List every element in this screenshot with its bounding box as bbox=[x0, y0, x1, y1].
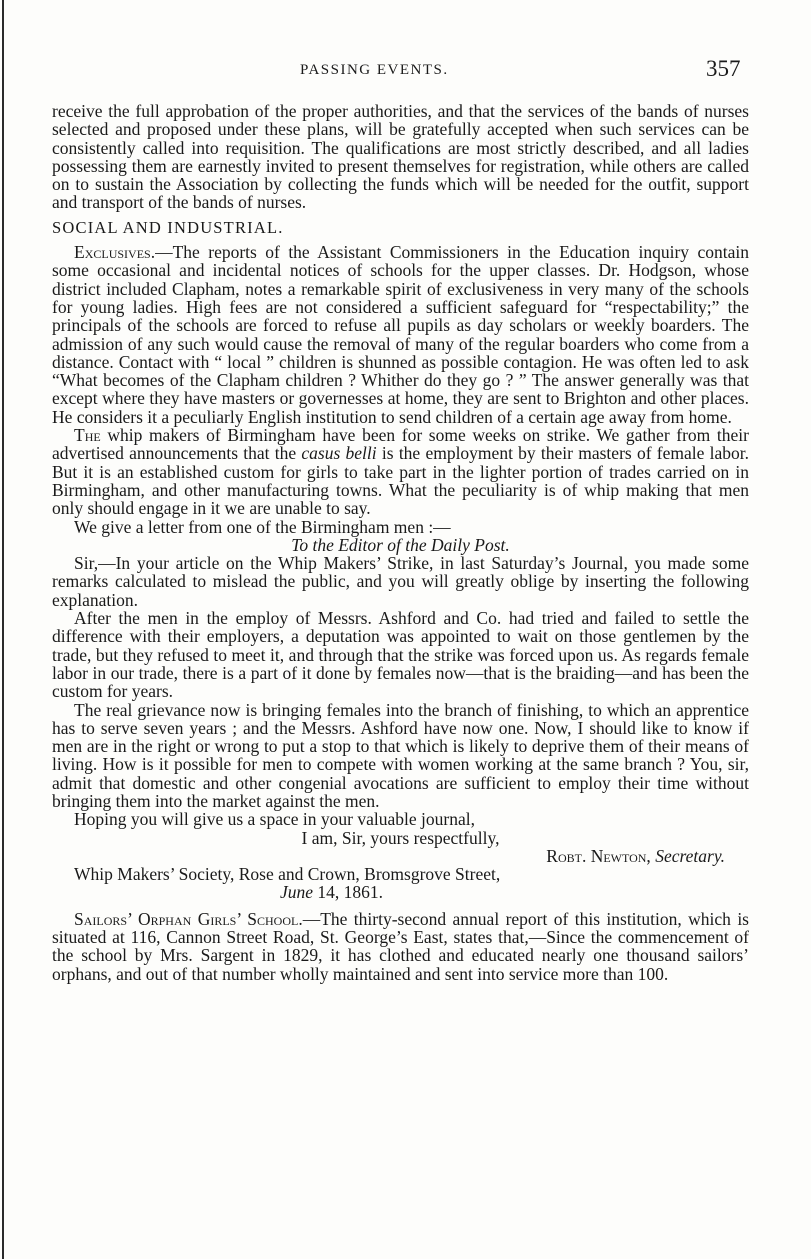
letter-intro: We give a letter from one of the Birmingham men :— bbox=[74, 516, 451, 537]
running-title: PASSING EVENTS. bbox=[300, 62, 449, 78]
letter-signature bbox=[52, 847, 749, 865]
signature-title: Secretary. bbox=[655, 845, 725, 866]
page-edge-rule bbox=[2, 0, 4, 1259]
exclusives-lead: Exclusives. bbox=[74, 242, 156, 263]
page-number: 357 bbox=[706, 56, 741, 81]
letter-date bbox=[52, 883, 749, 901]
exclusives-paragraph bbox=[52, 243, 749, 426]
opening-paragraph: receive the full approbation of the proper authorities, and that the services of the bands of nurses selected and proposed under these plans, will be gratefully accepted when such services can be consistently called into requisition. The qualifications are most strictly described, and all ladies possessing them are earnestly invited to present themselves for registration, while others are called on to sustain the Association by collecting the funds which will be needed for the outfit, support and transport of the bands of nurses. bbox=[52, 101, 749, 213]
letter-address: Whip Makers’ Society, Rose and Crown, Bromsgrove Street, bbox=[74, 864, 501, 885]
letter-paragraph-4: Hoping you will give us a space in your valuable journal, bbox=[74, 809, 475, 830]
letter-addressee: To the Editor of the Daily Post. bbox=[291, 534, 510, 555]
date-rest: 14, 1861. bbox=[313, 882, 384, 903]
whip-text-a: whip makers of Birmingham have been for some weeks on strike. We gather from their advertised announcements that the bbox=[52, 425, 749, 464]
signature-name: Robt. Newton, bbox=[546, 845, 651, 866]
whip-paragraph bbox=[52, 426, 749, 517]
letter-paragraph-3: The real grievance now is bringing females into the branch of finishing, to which an apprentice has to serve seven years ; and the Messrs. Ashford have now one. Now, I should like to know if men are in the right or wrong to put a stop to that which is likely to deprive them of their means of living. How is it possible for men to compete with women working at the same branch ? You, sir, admit that domestic and other congenial avocations are sufficient to employ their time without bringing them into the market against the men. bbox=[52, 699, 749, 811]
letter-paragraph-2: After the men in the employ of Messrs. Ashford and Co. had tried and failed to settle the difference with their employers, a deputation was appointed to wait on those gentlemen by the trade, but they refused to meet it, and through that the strike was forced upon us. As regards female labor in our trade, there is a part of it done by females now—that is the braiding—and has been the custom for years. bbox=[52, 608, 749, 702]
sailors-text: —The thirty-second annual report of this institution, which is situated at 116, Cannon Street Road, St. George’s East, states that,—Since the commencement of the school by Mrs. Sargent in 1829, it has clothed and educated nearly one thousand sailors’ orphans, and out of that number wholly maintained and sent into service more than 100. bbox=[52, 908, 749, 984]
page-body bbox=[52, 102, 749, 983]
whip-lead: The bbox=[74, 425, 101, 446]
letter-closing: I am, Sir, yours respectfully, bbox=[301, 827, 500, 848]
letter-paragraph-1: Sir,—In your article on the Whip Makers’ Strike, in last Saturday’s Journal, you made some remarks calculated to mislead the public, and you will greatly oblige by inserting the following explanation. bbox=[52, 553, 749, 610]
whip-italic: casus belli bbox=[301, 443, 377, 464]
sailors-lead: Sailors’ Orphan Girls’ School. bbox=[74, 908, 303, 929]
sailors-paragraph bbox=[52, 910, 749, 983]
whip-text-b: is the employment by their masters of female labor. But it is an established custom for girls to take part in the lighter portion of trades carried on in Birmingham, and other manufacturing towns. What the peculiarity is of whip making that men only should engage in it we are unable to say. bbox=[52, 443, 749, 519]
date-month: June bbox=[280, 882, 314, 903]
exclusives-text: —The reports of the Assistant Commissioners in the Education inquiry contain some occasional and incidental notices of schools for the upper classes. Dr. Hodgson, whose district included Clapham, notes a remarkable spirit of exclusiveness in very many of the schools for young ladies. High fees are not considered a sufficient safeguard for “respectability;” the principals of the schools are forced to refuse all pupils as day scholars or weekly boarders. The admission of any such would cause the removal of many of the regular boarders who come from a distance. Contact with “ local ” children is shunned as possible contagion. He was often led to ask “What becomes of the Clapham children ? Whither do they go ? ” The answer generally was that except where they have masters or governesses at home, they are sent to Brighton and other places. He considers it a peculiarly English institution to send children of a certain age away from home. bbox=[52, 242, 749, 427]
section-heading: SOCIAL AND INDUSTRIAL. bbox=[52, 217, 284, 237]
